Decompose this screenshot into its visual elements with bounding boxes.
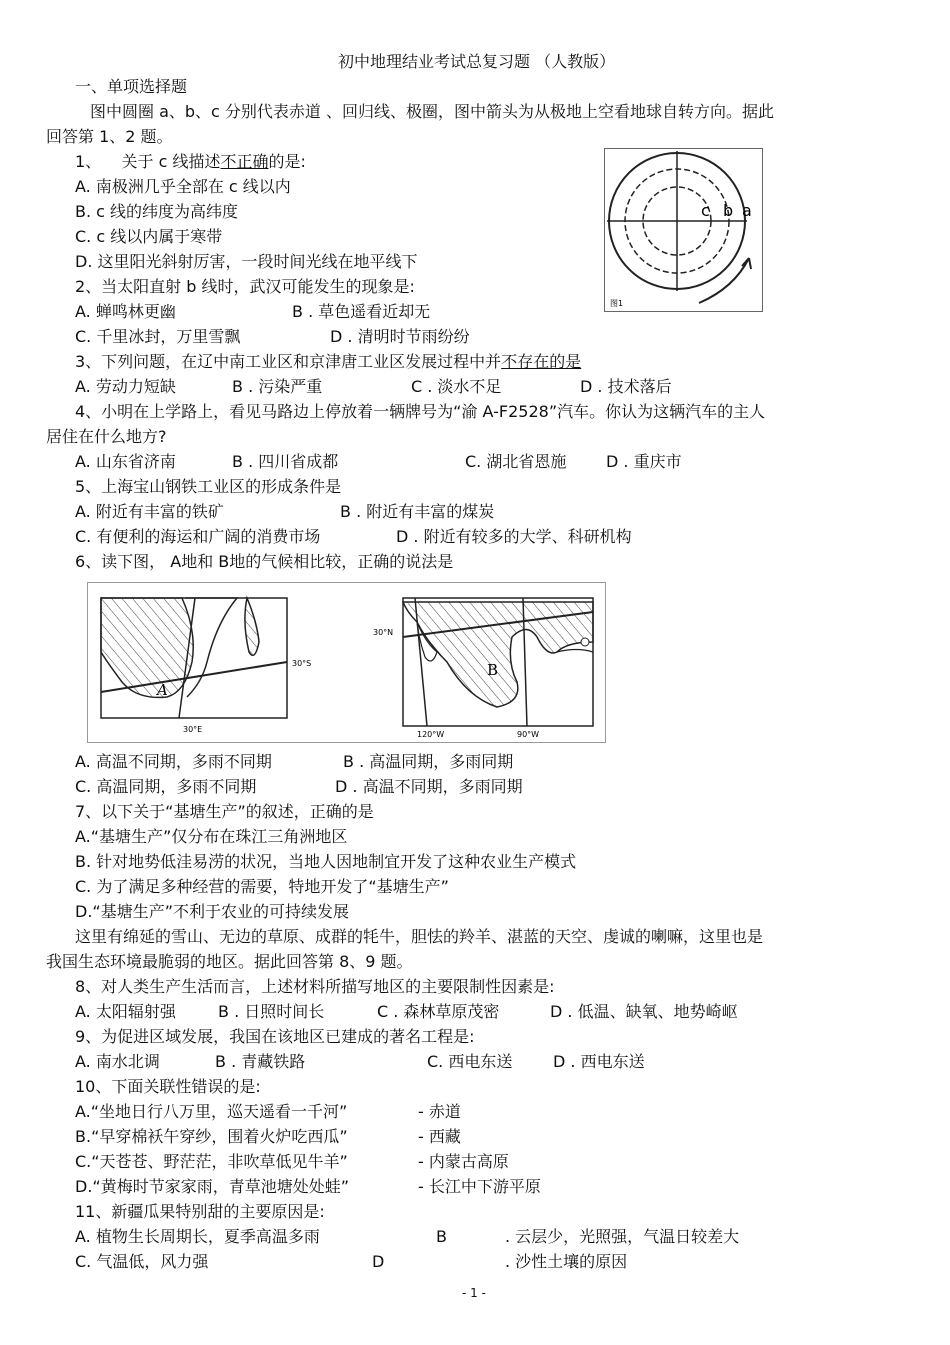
option-b: B . 草色遥看近却无 bbox=[292, 302, 431, 321]
question-10: 10、下面关联性错误的是: bbox=[75, 1077, 261, 1096]
option-d: . 沙性土壤的原因 bbox=[505, 1252, 628, 1271]
option-b: B. c 线的纬度为高纬度 bbox=[75, 202, 239, 221]
option-b: B.“早穿棉袄午穿纱，围着火炉吃西瓜” bbox=[75, 1127, 348, 1146]
question-3 bbox=[75, 352, 581, 372]
intro-line: 回答第 1、2 题。 bbox=[46, 127, 173, 146]
option-b: B . 青藏铁路 bbox=[215, 1052, 306, 1071]
option-d: D . 低温、缺氧、地势崎岖 bbox=[550, 1002, 738, 1021]
question-5: 5、上海宝山钢铁工业区的形成条件是 bbox=[75, 477, 342, 496]
option-b-answer: - 西藏 bbox=[418, 1127, 461, 1146]
page-title: 初中地理结业考试总复习题 （人教版） bbox=[338, 52, 616, 71]
option-c-answer: - 内蒙古高原 bbox=[418, 1152, 509, 1171]
polar-circle-diagram bbox=[604, 148, 764, 313]
question-6: 6、读下图， A地和 B地的气候相比较，正确的说法是 bbox=[75, 552, 454, 571]
option-c: C. 有便利的海运和广阔的消费市场 bbox=[75, 527, 321, 546]
option-a: A. 附近有丰富的铁矿 bbox=[75, 502, 224, 521]
option-d: D . 清明时节雨纷纷 bbox=[330, 327, 470, 346]
option-c: C. 千里冰封，万里雪飘 bbox=[75, 327, 241, 346]
option-c: C. c 线以内属于寒带 bbox=[75, 227, 223, 246]
underlined-text: 不存在的是 bbox=[501, 352, 582, 371]
option-c: C. 湖北省恩施 bbox=[465, 452, 567, 471]
option-a: A. 南极洲几乎全部在 c 线以内 bbox=[75, 177, 291, 196]
option-d: D . 西电东送 bbox=[553, 1052, 645, 1071]
lat-label: 30°S bbox=[292, 659, 312, 668]
label-a: a bbox=[742, 201, 752, 220]
option-c: C. 气温低，风力强 bbox=[75, 1252, 209, 1271]
option-c: C.“天苍苍、野茫茫，非吹草低见牛羊” bbox=[75, 1152, 348, 1171]
lat-label: 30°N bbox=[373, 628, 394, 637]
point-a-label: A bbox=[157, 681, 168, 699]
option-b: B . 四川省成都 bbox=[232, 452, 339, 471]
question-4: 4、小明在上学路上，看见马路边上停放着一辆牌号为“渝 A-F2528”汽车。你认为这辆汽车的主人 bbox=[75, 402, 766, 421]
passage-line: 这里有绵延的雪山、无边的草原、成群的牦牛，胆怯的羚羊、湛蓝的天空、虔诚的喇嘛，这里也是 bbox=[75, 927, 764, 946]
map-b bbox=[373, 598, 593, 739]
option-b-letter: B bbox=[436, 1227, 447, 1246]
passage-line: 我国生态环境最脆弱的地区。据此回答第 8、9 题。 bbox=[46, 952, 413, 971]
question-11: 11、新疆瓜果特别甜的主要原因是: bbox=[75, 1202, 325, 1221]
point-b-label: B bbox=[487, 661, 499, 679]
option-b: B . 污染严重 bbox=[232, 377, 323, 396]
option-d: D . 高温不同期，多雨同期 bbox=[335, 777, 523, 796]
option-d-answer: - 长江中下游平原 bbox=[418, 1177, 541, 1196]
page-number: - 1 - bbox=[462, 1286, 486, 1300]
option-a: A. 山东省济南 bbox=[75, 452, 176, 471]
option-b: . 云层少，光照强，气温日较差大 bbox=[505, 1227, 740, 1246]
option-c: C. 西电东送 bbox=[427, 1052, 513, 1071]
option-a: A. 太阳辐射强 bbox=[75, 1002, 176, 1021]
question-4-cont: 居住在什么地方? bbox=[46, 427, 167, 446]
option-d: D. 这里阳光斜射厉害，一段时间光线在地平线下 bbox=[75, 252, 418, 271]
option-a: A. 高温不同期，多雨不同期 bbox=[75, 752, 272, 771]
option-c: C . 淡水不足 bbox=[411, 377, 502, 396]
option-b: B . 高温同期，多雨同期 bbox=[343, 752, 514, 771]
rotation-arrow bbox=[699, 258, 749, 303]
question-text: 3、下列问题，在辽中南工业区和京津唐工业区发展过程中并 bbox=[75, 352, 502, 371]
map-a bbox=[101, 598, 311, 734]
option-c: C. 为了满足多种经营的需要，特地开发了“基塘生产” bbox=[75, 877, 449, 896]
option-d: D . 附近有较多的大学、科研机构 bbox=[396, 527, 632, 546]
option-a: A. 劳动力短缺 bbox=[75, 377, 176, 396]
option-d: D.“黄梅时节家家雨，青草池塘处处蛙” bbox=[75, 1177, 349, 1196]
option-b: B . 日照时间长 bbox=[218, 1002, 325, 1021]
option-c: C. 高温同期，多雨不同期 bbox=[75, 777, 257, 796]
section-heading: 一、单项选择题 bbox=[75, 77, 188, 96]
question-7: 7、以下关于“基塘生产”的叙述，正确的是 bbox=[75, 802, 374, 821]
underlined-text: 不正确 bbox=[220, 152, 269, 171]
option-d: D . 重庆市 bbox=[606, 452, 682, 471]
option-a-answer: - 赤道 bbox=[418, 1102, 461, 1121]
question-number: 1、 bbox=[75, 152, 102, 171]
climate-maps-figure bbox=[87, 582, 607, 744]
option-c: C . 森林草原茂密 bbox=[377, 1002, 500, 1021]
question-8: 8、对人类生产生活而言，上述材料所描写地区的主要限制性因素是: bbox=[75, 977, 555, 996]
lon-label: 120°W bbox=[417, 730, 445, 739]
lon-label: 30°E bbox=[183, 725, 203, 734]
label-c: c bbox=[701, 201, 710, 220]
question-text: 关于 c 线描述 bbox=[121, 152, 221, 171]
question-text: 的是: bbox=[268, 152, 306, 171]
option-b: B. 针对地势低洼易涝的状况，当地人因地制宜开发了这种农业生产模式 bbox=[75, 852, 577, 871]
option-a: A.“坐地日行八万里，巡天遥看一千河” bbox=[75, 1102, 348, 1121]
figure-caption: 图1 bbox=[610, 299, 624, 308]
option-a: A.“基塘生产”仅分布在珠江三角洲地区 bbox=[75, 827, 348, 846]
option-d-letter: D bbox=[372, 1252, 385, 1271]
label-b: b bbox=[723, 201, 734, 220]
question-2: 2、当太阳直射 b 线时，武汉可能发生的现象是: bbox=[75, 277, 415, 296]
option-a: A. 蝉鸣林更幽 bbox=[75, 302, 176, 321]
option-d: D.“基塘生产”不利于农业的可持续发展 bbox=[75, 902, 349, 921]
question-1 bbox=[75, 152, 306, 172]
question-9: 9、为促进区域发展，我国在该地区已建成的著名工程是: bbox=[75, 1027, 475, 1046]
intro-line: 图中圆圈 a、b、c 分别代表赤道 、回归线、极圈，图中箭头为从极地上空看地球自转方向。据此 bbox=[90, 102, 775, 121]
option-a: A. 南水北调 bbox=[75, 1052, 160, 1071]
option-a: A. 植物生长周期长，夏季高温多雨 bbox=[75, 1227, 320, 1246]
option-b: B . 附近有丰富的煤炭 bbox=[340, 502, 495, 521]
lon-label: 90°W bbox=[517, 730, 540, 739]
option-d: D . 技术落后 bbox=[580, 377, 672, 396]
